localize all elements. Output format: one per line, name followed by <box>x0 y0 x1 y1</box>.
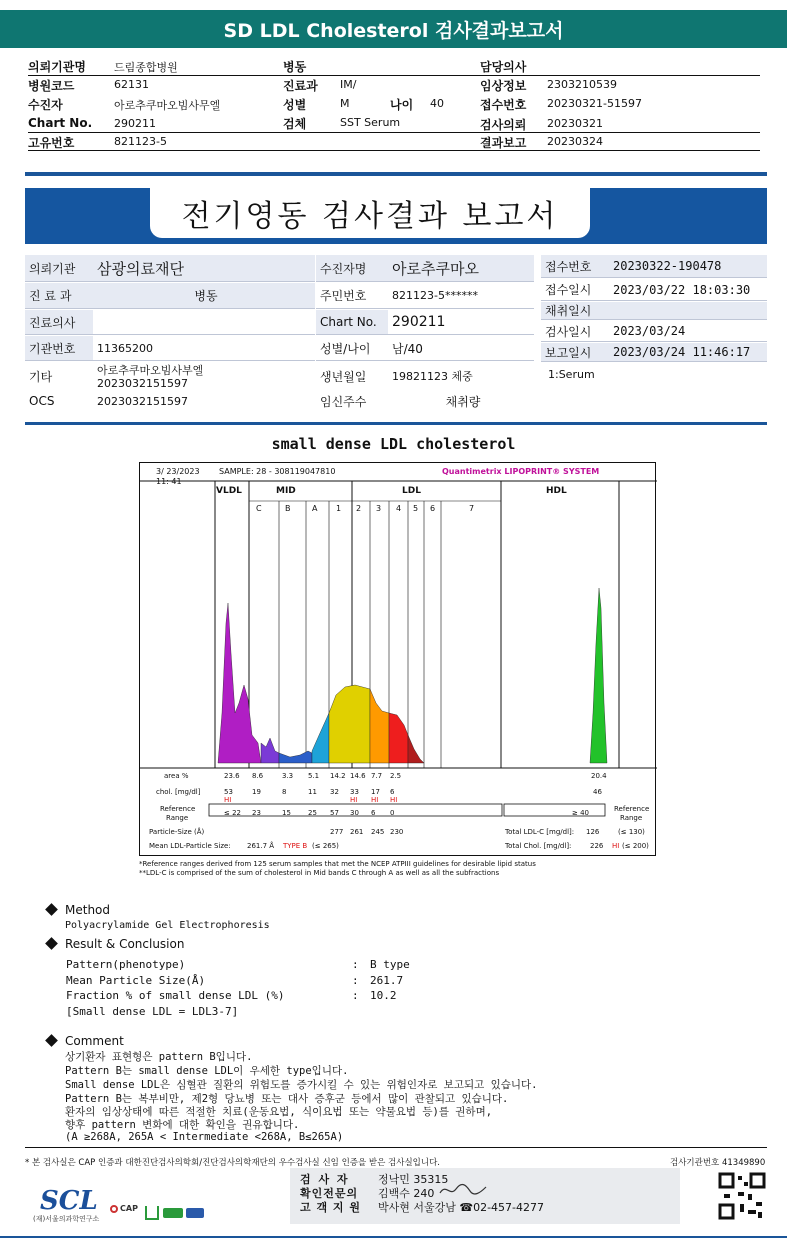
curve-fraction-0 <box>218 603 261 763</box>
result-label: Mean Particle Size(Å) <box>66 974 206 987</box>
footer-label: 확인전문의 <box>300 1187 359 1200</box>
particle-cell: 277 <box>330 828 344 836</box>
info-label: 생년월일 <box>320 369 367 384</box>
ref-cell: 0 <box>390 809 395 817</box>
particle-cell: 230 <box>390 828 404 836</box>
area-cell: 23.6 <box>224 772 240 780</box>
total-ldl-ref: (≤ 130) <box>618 828 645 836</box>
info-value: 2023/03/24 11:46:17 <box>609 343 767 362</box>
curve-fraction-7 <box>408 735 424 763</box>
curve-fraction-8 <box>590 588 607 763</box>
info-value <box>93 310 315 335</box>
header-label: 담당의사 <box>480 60 527 74</box>
chol-hdl: 46 <box>593 788 602 796</box>
group-label: MID <box>276 486 296 496</box>
diamond-bullet-icon <box>45 937 58 950</box>
mean-type: TYPE B <box>283 842 308 850</box>
row-label: Mean LDL-Particle Size: <box>149 842 231 850</box>
ref-cell: 23 <box>252 809 261 817</box>
method-text: Polyacrylamide Gel Electrophoresis <box>65 920 270 931</box>
info-value: 2023/03/24 <box>609 321 767 342</box>
comment-line: Small dense LDL은 심혈관 질환의 위험도를 증가시킬 수 있는 위험인자로 보고되고 있습니다. <box>65 1079 538 1091</box>
header-label: 성별 <box>283 98 307 112</box>
info-value: 821123-5****** <box>388 283 534 309</box>
group-label: HDL <box>546 486 567 496</box>
info-value: 19821123 체중 <box>392 370 473 383</box>
blue-rule <box>25 422 767 425</box>
info-label: 채취일시 <box>541 302 609 320</box>
chart-brand: Quantimetrix LIPOPRINT® SYSTEM <box>442 467 600 476</box>
header-value: 2303210539 <box>547 78 617 91</box>
curve-fraction-3 <box>312 713 329 763</box>
info-value: 채취량 <box>445 394 481 409</box>
lab-cert-icon <box>163 1208 183 1218</box>
info-label: 주민번호 <box>316 283 388 309</box>
ref-cell: 15 <box>282 809 291 817</box>
band-label: A <box>312 504 318 513</box>
scl-logo-sub: (재)서울의과학연구소 <box>33 1215 100 1223</box>
total-chol-label: Total Chol. [mg/dl]: <box>505 842 572 850</box>
chol-cell: 17 <box>371 788 380 796</box>
ref-cell: 57 <box>330 809 339 817</box>
header-value: 드림종합병원 <box>114 61 178 74</box>
chart-note: **LDL-C is comprised of the sum of cholesterol in Mid bands C through A as well as all the subfractions <box>139 869 500 877</box>
result-label: Fraction % of small dense LDL (%) <box>66 989 285 1002</box>
footer-value: 정낙민 35315 <box>378 1173 449 1186</box>
comment-line: 상기환자 표현형은 pattern B입니다. <box>65 1051 253 1063</box>
particle-cell: 245 <box>371 828 385 836</box>
method-heading <box>45 903 110 917</box>
footer-value: 박사현 서울강남 ☎02-457-4277 <box>378 1201 545 1214</box>
result-colon: : <box>352 989 359 1002</box>
chart-note: *Reference ranges derived from 125 serum samples that met the NCEP ATPIII guidelines for desirable lipid status <box>139 860 536 868</box>
footer-value: 김백수 240 <box>378 1187 435 1200</box>
result-heading <box>45 937 184 951</box>
info-value: 남/40 <box>388 336 534 361</box>
divider <box>28 75 760 76</box>
diamond-bullet-icon <box>45 903 58 916</box>
curve-fraction-1 <box>261 738 279 763</box>
row-label: chol. [mg/dl] <box>156 788 201 796</box>
area-cell: 14.2 <box>330 772 346 780</box>
header-value: 20230321-51597 <box>547 97 642 110</box>
info-value: 290211 <box>388 310 534 335</box>
footer-inst-no: 검사기관번호 41349890 <box>670 1158 766 1168</box>
info-label: 진료의사 <box>25 310 93 335</box>
band-label: 2 <box>356 504 362 513</box>
blue-rule <box>25 172 767 176</box>
info-label: 임신주수 <box>320 394 367 409</box>
info-label: 접수번호 <box>541 255 609 278</box>
row-label: Reference <box>160 805 196 813</box>
area-cell: 8.6 <box>252 772 264 780</box>
header-label: 검체 <box>283 117 307 131</box>
header-value: SST Serum <box>340 116 401 129</box>
info-label: 의뢰기관 <box>25 255 93 282</box>
chol-cell: 8 <box>282 788 287 796</box>
area-cell: 5.1 <box>308 772 320 780</box>
header-label: 진료과 <box>283 79 318 93</box>
footer-label: 검 사 자 <box>300 1173 350 1186</box>
footer-divider <box>25 1147 767 1148</box>
info-label: 기타 <box>29 369 53 384</box>
chart-date: 3/ 23/2023 <box>156 467 200 476</box>
header-value: IM/ <box>340 78 357 91</box>
result-label: Pattern(phenotype) <box>66 958 186 971</box>
ref-hdl: ≥ 40 <box>572 809 589 817</box>
area-hdl: 20.4 <box>591 772 607 780</box>
comment-line: 환자의 임상상태에 따른 적절한 치료(운동요법, 식이요법 또는 약물요법 등)를 권하며, <box>65 1106 493 1118</box>
particle-cell: 261 <box>350 828 364 836</box>
band-label: 6 <box>430 504 436 513</box>
chol-cell: 53 <box>224 788 233 796</box>
header-label: 임상정보 <box>480 79 527 93</box>
group-label: LDL <box>402 486 421 496</box>
header-value: 20230321 <box>547 117 603 130</box>
header-label: 고유번호 <box>28 136 75 150</box>
qr-code-icon <box>718 1172 766 1220</box>
row-label: Particle-Size (Å) <box>149 828 205 836</box>
result-note: [Small dense LDL = LDL3-7] <box>66 1005 239 1018</box>
accreditation-icon <box>145 1206 159 1220</box>
info-value: 삼광의료재단 <box>93 255 315 282</box>
chart-sample: SAMPLE: 28 - 308119047810 <box>219 467 336 476</box>
age-label: 나이 <box>390 98 414 112</box>
mean-ref: (≤ 265) <box>312 842 339 850</box>
info-value: 아로추쿠마오 <box>388 255 534 282</box>
result-title: Result & Conclusion <box>65 937 185 951</box>
row-label: Range <box>620 814 643 822</box>
result-colon: : <box>352 958 359 971</box>
area-cell: 7.7 <box>371 772 383 780</box>
header-label: 검사의뢰 <box>480 118 527 132</box>
band-label: C <box>256 504 262 513</box>
info-value: 20230322-190478 <box>609 255 767 278</box>
info-label: 진 료 과 <box>25 283 93 309</box>
header-value: 821123-5 <box>114 135 167 148</box>
curve-fraction-6 <box>389 713 408 763</box>
result-colon: : <box>352 974 359 987</box>
header-label: 결과보고 <box>480 136 527 150</box>
total-chol-ref: (≤ 200) <box>622 842 649 850</box>
comment-title: Comment <box>65 1034 124 1048</box>
comment-line: Pattern B는 복부비만, 제2형 당뇨병 또는 대사 증후군 등에서 많이 관찰되고 있습니다. <box>65 1093 509 1105</box>
result-value: B type <box>370 958 410 971</box>
header-label: 의뢰기관명 <box>28 60 86 74</box>
header-value: 62131 <box>114 78 149 91</box>
band-label: 5 <box>413 504 419 513</box>
total-ldl: 126 <box>586 828 600 836</box>
total-chol-flag: HI <box>612 842 620 850</box>
chol-cell: 19 <box>252 788 261 796</box>
chol-cell: 33 <box>350 788 359 796</box>
info-label: 수진자명 <box>316 255 388 282</box>
header-value: M <box>340 97 350 110</box>
band-label: 1 <box>336 504 342 513</box>
hi-flag: HI <box>350 796 358 804</box>
comment-line: (A ≥268A, 265A < Intermediate <268A, B≤265A) <box>65 1131 344 1143</box>
footer-label: 고 객 지 원 <box>300 1201 361 1214</box>
info-label: 기관번호 <box>25 336 93 361</box>
header-label: 병원코드 <box>28 79 75 93</box>
info-label: 접수일시 <box>541 279 609 301</box>
method-title: Method <box>65 903 111 917</box>
chol-cell: 6 <box>390 788 395 796</box>
chart-svg <box>140 463 657 857</box>
electrophoresis-chart <box>139 462 656 856</box>
curve-fraction-2 <box>279 751 312 763</box>
info-label: 검사일시 <box>541 321 609 342</box>
total-ldl-label: Total LDL-C [mg/dl]: <box>505 828 575 836</box>
header-value: 290211 <box>114 117 156 130</box>
header-label: 수진자 <box>28 98 63 112</box>
info-value: 병동 <box>93 283 315 309</box>
report-title: 전기영동 검사결과 보고서 <box>150 188 590 238</box>
ref-cell: ≤ 22 <box>224 809 241 817</box>
header-value: 20230324 <box>547 135 603 148</box>
divider <box>28 132 760 133</box>
row-label: area % <box>164 772 189 780</box>
area-cell: 2.5 <box>390 772 402 780</box>
footer-notice: * 본 검사실은 CAP 인증과 대한진단검사의학회/진단검사의학재단의 우수검사실 신임 인증을 받은 검사실입니다. <box>25 1158 440 1168</box>
info-value: 11365200 <box>93 336 315 361</box>
chart-time: 11: 41 <box>156 477 182 486</box>
header-label: 접수번호 <box>480 98 527 112</box>
band-label: 7 <box>469 504 475 513</box>
cap-seal-icon <box>110 1205 118 1213</box>
area-cell: 14.6 <box>350 772 366 780</box>
curve-fraction-5 <box>370 689 389 763</box>
divider <box>28 150 760 151</box>
row-label: Reference <box>614 805 650 813</box>
comment-line: 향후 pattern 변화에 대한 확인을 권유합니다. <box>65 1119 300 1131</box>
curve-fraction-4 <box>329 685 370 763</box>
info-value: 2023032151597 <box>97 394 188 408</box>
comment-heading <box>45 1034 124 1048</box>
ref-cell: 6 <box>371 809 376 817</box>
hi-flag: HI <box>224 796 232 804</box>
chol-cell: 32 <box>330 788 339 796</box>
chart-title: small dense LDL cholesterol <box>271 435 516 453</box>
band-label: B <box>285 504 291 513</box>
curve-layer <box>218 588 607 763</box>
specimen: 1:Serum <box>548 368 595 381</box>
area-cell: 3.3 <box>282 772 294 780</box>
cap-logo: CAP <box>120 1204 138 1213</box>
ref-cell: 25 <box>308 809 317 817</box>
total-chol: 226 <box>590 842 604 850</box>
band-lines <box>140 481 657 816</box>
hi-flag: HI <box>371 796 379 804</box>
result-value: 10.2 <box>370 989 397 1002</box>
info-value: 아로추쿠마오빔사부엘 <box>97 364 204 377</box>
info-value: 2023/03/22 18:03:30 <box>609 279 767 301</box>
row-label: Range <box>166 814 189 822</box>
header-value: 아로추쿠마오빔사무엘 <box>114 99 221 112</box>
group-label: VLDL <box>216 486 242 496</box>
signature-icon <box>438 1181 488 1199</box>
banner-title: SD LDL Cholesterol 검사결과보고서 <box>223 19 564 42</box>
report-banner <box>0 10 787 48</box>
info-value <box>609 302 767 320</box>
ref-box-hdl <box>504 804 605 816</box>
info-label: 보고일시 <box>541 343 609 362</box>
age-value: 40 <box>430 97 444 110</box>
header-label: Chart No. <box>28 116 93 130</box>
diamond-bullet-icon <box>45 1034 58 1047</box>
ref-cell: 30 <box>350 809 359 817</box>
info-label: 성별/나이 <box>316 336 388 361</box>
bottom-rule <box>0 1236 787 1238</box>
chol-cell: 11 <box>308 788 317 796</box>
band-label: 3 <box>376 504 382 513</box>
comment-line: Pattern B는 small dense LDL이 우세한 type입니다. <box>65 1065 349 1077</box>
result-value: 261.7 <box>370 974 404 987</box>
scl-logo: SCL <box>40 1186 98 1216</box>
quality-cert-icon <box>186 1208 204 1218</box>
info-label: OCS <box>29 394 55 408</box>
header-label: 병동 <box>283 60 307 74</box>
info-value: 2023032151597 <box>97 377 188 390</box>
info-label: Chart No. <box>316 310 388 335</box>
hi-flag: HI <box>390 796 398 804</box>
band-label: 4 <box>396 504 402 513</box>
mean-value: 261.7 Å <box>247 842 275 850</box>
